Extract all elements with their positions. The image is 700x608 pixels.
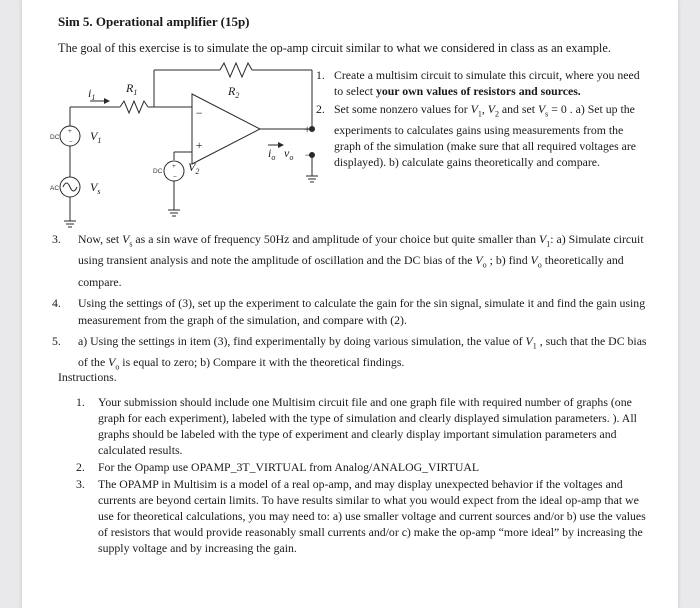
svg-text:−: − [173,174,177,181]
instructions-title: Instructions. [58,370,117,384]
label-dc-v2: DC [153,168,163,175]
label-r1: $R_1$ [126,81,138,97]
opamp-circuit-diagram [28,54,318,232]
step-item-3: 3. Now, set $V_s$ as a sin wave of frequency 50Hz and amplitude of your choice but quite smaller than $V_1$: a) Simulate circuit using transient analysis and note the amplitude of oscillation and the DC bias of the $V_o$ ; b) find $V_o$ theoretically and compare. [52,232,644,289]
exercise-intro: The goal of this exercise is to simulate the op-amp circuit similar to what we considered in class as an example. [58,41,611,55]
step-item-1: 1. Create a multisim circuit to simulate this circuit, where you need to select your own values of resistors and sources. [316,68,640,98]
opamp-triangle [192,94,260,164]
label-dc-v1: DC [50,134,60,141]
instruction-item-3: 3. The OPAMP in Multisim is a model of a real op-amp, and may display unexpected behavior if the voltages and currents are beyond certain limits. To have results similar to what you would expect from the ideal op-amp that we use for theoretical calculations, you may need to: a) use smaller voltage and current sources and/or b) use the values of resistors that would provide reasonably small currents and/or c) make the op-amp “more ideal” by increasing the supply voltage and by increasing the gain. [76,477,646,555]
svg-text:−: − [69,139,73,146]
label-io: $i_o$ [268,146,276,162]
instruction-item-2: 2. For the Opamp use OPAMP_3T_VIRTUAL from Analog/ANALOG_VIRTUAL [76,460,480,474]
step-item-4: 4. Using the settings of (3), set up the experiment to calculate the gain for the sin signal, simulate it and find the gain using measurement from the graph of the simulation, and compare with (2). [52,295,646,327]
label-noninverting-input: + [195,138,204,152]
label-ac-vs: AC [50,185,60,192]
instructions-list [76,394,646,557]
label-output-minus: − [304,148,313,162]
svg-text:+: + [68,128,72,135]
label-vo: $v_o$ [284,146,294,162]
document-page [22,0,678,608]
label-r2: $R_2$ [228,84,240,100]
steps-list-top [310,67,650,172]
step-item-5: 5. a) Using the settings in item (3), find experimentally by doing various simulation, the value of $V_1$ , such that the DC bias of the $V_o$ is equal to zero; b) Compare it with the theoretical findings. [52,333,647,372]
label-vs: $V_s$ [90,180,101,196]
svg-text:+: + [172,163,176,170]
label-inverting-input: − [195,106,204,120]
step-item-2: 2. Set some nonzero values for $V_1$, $V_2$ and set $V_s = 0$ . a) Set up the experiments to calculates gains using measurements from the graph of the simulation (make sure that all required voltages are displayed). b) calculate gains theoretically and compare. [316,102,637,170]
label-v1: $V_1$ [90,129,102,145]
label-output-plus: + [303,122,312,136]
resistor-r1 [120,101,148,113]
instruction-item-1: 1. Your submission should include one Multisim circuit file and one graph file with required number of graphs (one graph for each experiment), labeled with the type of simulation and clearly displayed simulation parameters. ). All graphs should be labeled with the type of experiment and clearly display important simulation parameters and calculated results. [76,395,637,457]
exercise-title: Sim 5. Operational amplifier (15p) [58,14,250,29]
label-i1: $i_1$ [88,86,96,102]
resistor-r2 [220,63,252,77]
label-v2: $V_2$ [188,160,200,176]
steps-list-bottom [52,231,658,379]
